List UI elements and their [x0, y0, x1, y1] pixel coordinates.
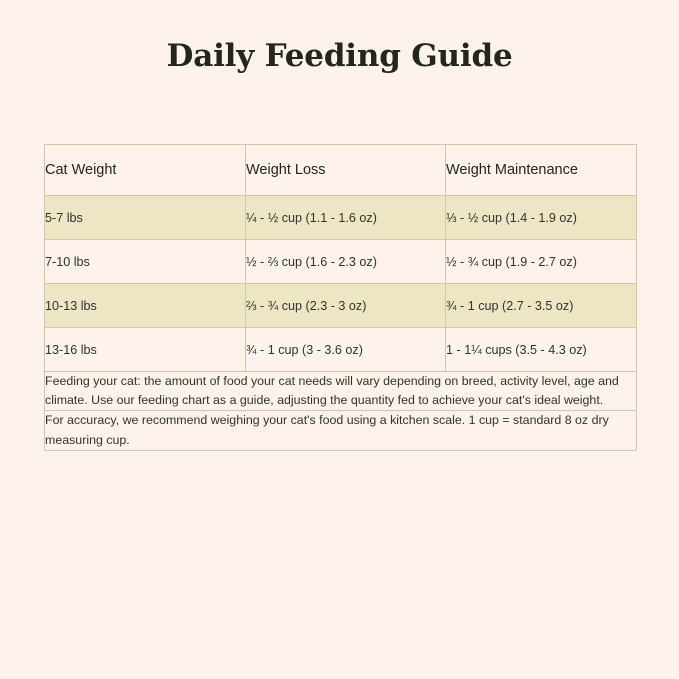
column-header-weight-maintenance: Weight Maintenance [446, 145, 637, 196]
page-title: Daily Feeding Guide [166, 38, 513, 74]
cell-weight-maintenance: 1 - 1¼ cups (3.5 - 4.3 oz) [446, 328, 637, 372]
cell-weight-maintenance: ⅓ - ½ cup (1.4 - 1.9 oz) [446, 196, 637, 240]
table-row [45, 284, 637, 328]
table-header [45, 145, 637, 196]
cell-weight-loss: ½ - ⅔ cup (1.6 - 2.3 oz) [246, 240, 446, 284]
table-row [45, 196, 637, 240]
table-body [45, 196, 637, 451]
feeding-note-primary: Feeding your cat: the amount of food your cat needs will vary depending on breed, activity level, age and climate. Use our feeding chart as a guide, adjusting the quantity fed to achieve your cat's ideal weight. [45, 372, 637, 411]
column-header-cat-weight: Cat Weight [45, 145, 246, 196]
column-header-weight-loss: Weight Loss [246, 145, 446, 196]
cell-cat-weight: 7-10 lbs [45, 240, 246, 284]
table-note-row [45, 372, 637, 411]
cell-cat-weight: 10-13 lbs [45, 284, 246, 328]
table-note-row [45, 411, 637, 450]
cell-weight-loss: ¾ - 1 cup (3 - 3.6 oz) [246, 328, 446, 372]
feeding-note-accuracy: For accuracy, we recommend weighing your cat's food using a kitchen scale. 1 cup = standard 8 oz dry measuring cup. [45, 411, 637, 450]
cell-weight-loss: ¼ - ½ cup (1.1 - 1.6 oz) [246, 196, 446, 240]
table-header-row [45, 145, 637, 196]
cell-weight-maintenance: ¾ - 1 cup (2.7 - 3.5 oz) [446, 284, 637, 328]
cell-cat-weight: 5-7 lbs [45, 196, 246, 240]
feeding-table-container [44, 144, 636, 451]
cell-weight-maintenance: ½ - ¾ cup (1.9 - 2.7 oz) [446, 240, 637, 284]
table-row [45, 328, 637, 372]
feeding-table [44, 144, 637, 451]
cell-cat-weight: 13-16 lbs [45, 328, 246, 372]
cell-weight-loss: ⅔ - ¾ cup (2.3 - 3 oz) [246, 284, 446, 328]
table-row [45, 240, 637, 284]
